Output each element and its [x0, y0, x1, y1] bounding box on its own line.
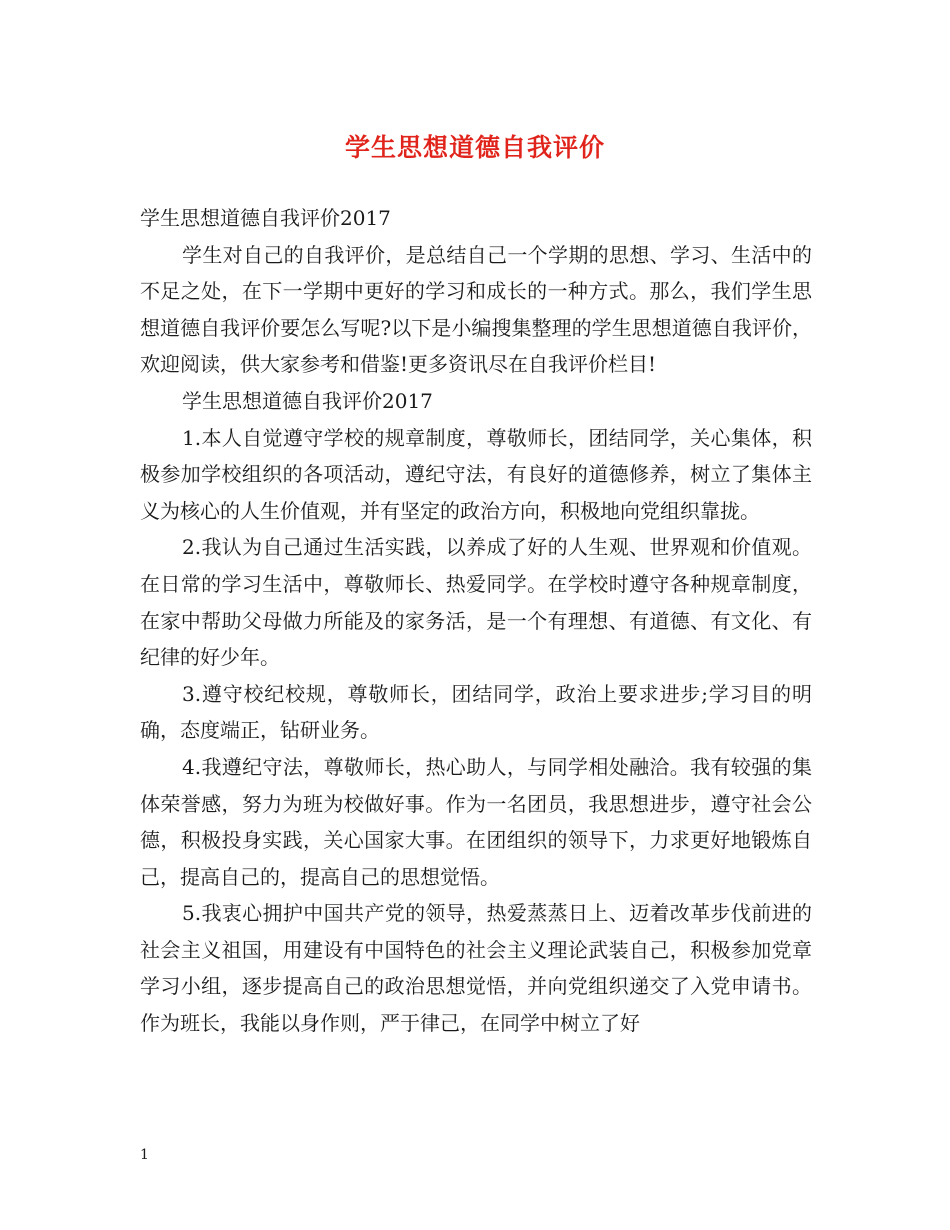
section-heading: 学生思想道德自我评价2017: [182, 388, 433, 413]
list-item: 2.我认为自己通过生活实践，以养成了好的人生观、世界观和价值观。在日常的学习生活中，尊敬师长、热爱同学。在学校时遵守各种规章制度，在家中帮助父母做力所能及的家务活，是一个有理想、有道德、有文化、有纪律的好少年。: [140, 535, 812, 670]
intro-paragraph: 学生对自己的自我评价，是总结自己一个学期的思想、学习、生活中的不足之处，在下一学期中更好的学习和成长的一种方式。那么，我们学生思想道德自我评价要怎么写呢?以下是小编搜集整理的学生思想道德自我评价，欢迎阅读，供大家参考和借鉴!更多资讯尽在自我评价栏目!: [140, 242, 812, 377]
document-subtitle: 学生思想道德自我评价2017: [140, 206, 391, 230]
list-item: 3.遵守校纪校规，尊敬师长，团结同学，政治上要求进步;学习目的明确，态度端正，钻研业务。: [140, 681, 812, 743]
list-item: 1.本人自觉遵守学校的规章制度，尊敬师长，团结同学，关心集体，积极参加学校组织的各项活动，遵纪守法，有良好的道德修养，树立了集体主义为核心的人生价值观，并有坚定的政治方向，积极地向党组织靠拢。: [140, 425, 812, 523]
list-item: 5.我衷心拥护中国共产党的领导，热爱蒸蒸日上、迈着改革步伐前进的社会主义祖国，用建设有中国特色的社会主义理论武装自己，积极参加党章学习小组，逐步提高自己的政治思想觉悟，并向党组织递交了入党申请书。作为班长，我能以身作则，严于律己，在同学中树立了好: [140, 901, 812, 1036]
page-number: 1: [140, 1147, 149, 1163]
list-item: 4.我遵纪守法，尊敬师长，热心助人，与同学相处融洽。我有较强的集体荣誉感，努力为班为校做好事。作为一名团员，我思想进步，遵守社会公德，积极投身实践，关心国家大事。在团组织的领导下，力求更好地锻炼自己，提高自己的，提高自己的思想觉悟。: [140, 754, 812, 889]
document-title: 学生思想道德自我评价: [344, 133, 605, 162]
document-body: [140, 200, 812, 1042]
